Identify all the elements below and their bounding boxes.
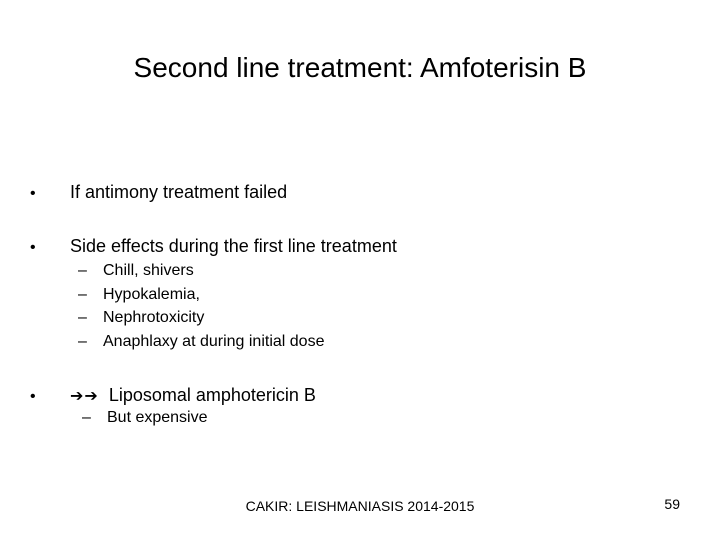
dash-marker: – [82, 409, 91, 426]
bullet-text: If antimony treatment failed [70, 182, 288, 202]
bullet-marker: • [30, 388, 36, 405]
bullet-marker: • [30, 239, 36, 256]
dash-marker: – [78, 309, 87, 326]
bullet-marker: • [30, 185, 36, 202]
sub-bullet-item [82, 407, 208, 429]
sub-bullet-text: Anaphlaxy at during initial dose [103, 333, 325, 350]
bullet-item [30, 180, 287, 206]
bullet-text: Side effects during the first line treatment [70, 236, 397, 256]
dash-marker: – [78, 262, 87, 279]
slide-footer: CAKIR: LEISHMANIASIS 2014-2015 [245, 498, 475, 514]
sub-bullet-text: Hypokalemia, [103, 286, 200, 303]
bullet-item [30, 234, 397, 260]
sub-bullet-text: Chill, shivers [103, 262, 194, 279]
sub-bullet-text: Nephrotoxicity [103, 309, 205, 326]
page-number: 59 [664, 496, 680, 512]
slide-title: Second line treatment: Amfoterisin B [133, 52, 587, 83]
sub-bullet-text: But expensive [107, 409, 208, 426]
dash-marker: – [78, 286, 87, 303]
bullet-text: Liposomal amphotericin B [108, 385, 316, 405]
sub-bullet-item [78, 307, 204, 329]
sub-bullet-item [78, 284, 200, 306]
sub-bullet-item [78, 331, 324, 353]
sub-bullet-item [78, 260, 194, 282]
bullet-item [30, 383, 316, 409]
dash-marker: – [78, 333, 87, 350]
double-arrow-icon: ➔➔ [70, 388, 99, 405]
